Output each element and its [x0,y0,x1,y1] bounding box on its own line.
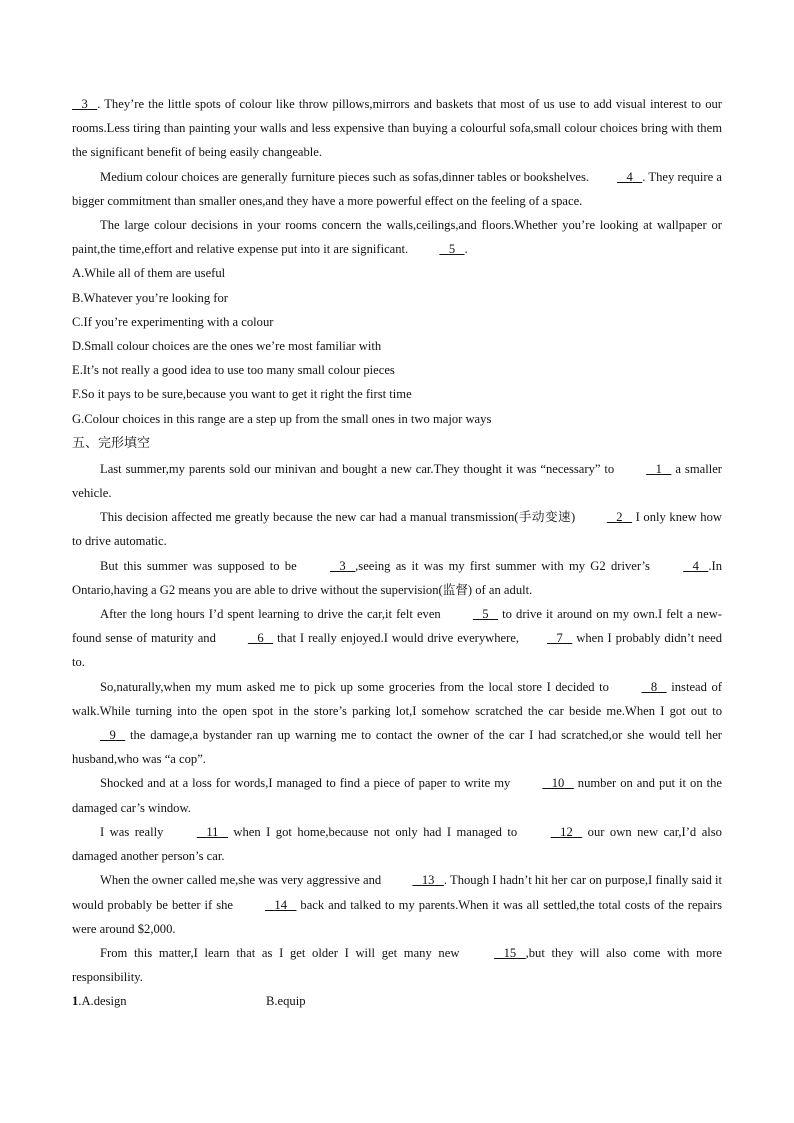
option-list [72,261,722,430]
blank-12: 12 [560,824,573,839]
option-a: A.While all of them are useful [72,266,226,281]
blank-2: 2 [616,510,623,525]
blank-4: 4 [626,169,633,184]
reading-paragraph-1: 3 . They’re the little spots of colour like throw pillows,mirrors and baskets that most of us use to add visual interest to our rooms.Less tiring than painting your walls and less expensive than buying a colourful sofa,small colour choices bring with them the significant benefit of being easily changeable. [72,92,722,165]
blank-7: 7 [556,631,563,646]
blank-13: 13 [421,873,435,888]
blank-11: 11 [206,824,219,839]
blank-5: 5 [448,242,456,257]
cloze-paragraph-2: This decision affected me greatly because the new car had a manual transmission(手动变速) 2 I only knew how to drive automatic. [72,505,722,553]
cloze-paragraph-3: But this summer was supposed to be 3 ,seeing as it was my first summer with my G2 driver’s 4 .In Ontario,having a G2 means you are able to drive without the supervision(监督) of an adult. [72,554,722,602]
document-page [72,92,722,1014]
cloze-paragraph-6: Shocked and at a loss for words,I managed to find a piece of paper to write my 10 number on and put it on the damaged car’s window. [72,771,722,819]
option-b: B.Whatever you’re looking for [72,290,228,305]
reading-paragraph-2: Medium colour choices are generally furniture pieces such as sofas,dinner tables or bookshelves. 4 . They require a bigger commitment than smaller ones,and they have a more powerful effect on the feeling of a space. [72,165,722,213]
blank-5: 5 [482,607,489,622]
option-d: D.Small colour choices are the ones we’re most familiar with [72,339,382,354]
option-e: E.It’s not really a good idea to use too many small colour pieces [72,363,395,378]
question-1-choices [72,989,722,1013]
cloze-paragraph-9: From this matter,I learn that as I get older I will get many new 15 ,but they will also come with more responsibility. [72,941,722,989]
blank-4: 4 [692,558,699,573]
cloze-paragraph-4: After the long hours I’d spent learning to drive the car,it felt even 5 to drive it around on my own.I felt a new-found sense of maturity and 6 that I really enjoyed.I would drive everywhere, 7 when I probably didn’t need to. [72,602,722,675]
blank-14: 14 [274,897,287,912]
cloze-paragraph-5: So,naturally,when my mum asked me to pick up some groceries from the local store I decided to 8 instead of walk.While turning into the open spot in the store’s parking lot,I somehow scratched the car beside me.When I got out to 9 the damage,a bystander ran up warning me to contact the owner of the car I had scratched,or she would tell her husband,who was “a cop”. [72,675,722,772]
question-1-option-b: B.equip [266,994,306,1009]
blank-9: 9 [109,728,116,743]
cloze-paragraph-8: When the owner called me,she was very aggressive and 13 . Though I hadn’t hit her car on purpose,I finally said it would probably be better if she 14 back and talked to my parents.When it was all settled,the total costs of the repairs were around $2,000. [72,868,722,941]
section-heading: 五、完形填空 [72,435,151,451]
cloze-paragraph-7: I was really 11 when I got home,because not only had I managed to 12 our own new car,I’d also damaged another person’s car. [72,820,722,868]
blank-1: 1 [655,461,662,476]
question-1-option-a: 1.A.design [72,994,127,1009]
option-f: F.So it pays to be sure,because you want to get it right the first time [72,387,412,402]
reading-paragraph-3: The large colour decisions in your rooms concern the walls,ceilings,and floors.Whether you’re looking at wallpaper or paint,the time,effort and relative expense put into it are significant. 5 . [72,213,722,261]
blank-6: 6 [257,631,264,646]
blank-10: 10 [551,776,565,791]
cloze-paragraph-1: Last summer,my parents sold our minivan and bought a new car.They thought it was “necessary” to 1 a smaller vehicle. [72,457,722,505]
blank-15: 15 [503,945,517,960]
option-g: G.Colour choices in this range are a step up from the small ones in two major ways [72,411,492,426]
question-number: 1 [72,994,79,1009]
blank-8: 8 [650,679,658,694]
blank-3: 3 [81,97,88,111]
blank-3: 3 [339,558,346,573]
option-c: C.If you’re experimenting with a colour [72,314,274,329]
